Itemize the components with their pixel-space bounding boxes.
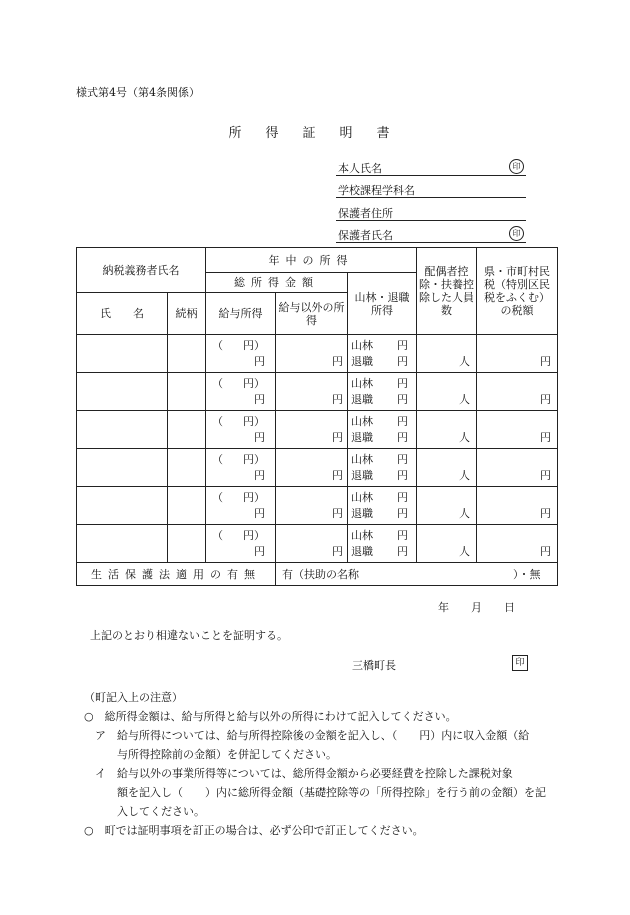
salary-unit: 円 [254, 507, 265, 520]
tax-amount-cell[interactable] [477, 487, 558, 525]
person-unit: 人 [459, 469, 471, 482]
retirement-label: 退職 [351, 469, 373, 482]
gross-amount-unit: 円） [243, 415, 265, 428]
forest-retirement-cell[interactable] [348, 411, 417, 449]
salary-unit: 円 [254, 355, 265, 368]
other-income-cell[interactable] [276, 449, 348, 487]
retirement-unit: 円 [397, 507, 409, 520]
certification-statement: 上記のとおり相違ないことを証明する。 [90, 629, 288, 642]
retirement-unit: 円 [397, 545, 409, 558]
form-number: 様式第4号（第4条関係） [76, 86, 200, 99]
salary-income-header: 給与所得 [206, 293, 276, 335]
salary-income-cell[interactable] [206, 487, 276, 525]
tax-amount-cell[interactable] [477, 373, 558, 411]
taxpayer-name-cell[interactable] [77, 525, 168, 563]
note-line: イ 給与以外の事業所得等については、総所得金額から必要経費を控除した課税対象 [84, 767, 513, 780]
forest-retirement-header: 山林・退職所得 [348, 273, 417, 335]
applicant-name-field[interactable] [336, 159, 526, 176]
retirement-label: 退職 [351, 545, 373, 558]
dependents-cell[interactable] [417, 373, 477, 411]
other-income-header: 給与以外の所得 [276, 293, 348, 335]
welfare-label: 生活保護法適用の有無 [77, 563, 276, 586]
income-rows [77, 335, 558, 563]
relation-cell[interactable] [168, 525, 206, 563]
retirement-label: 退職 [351, 355, 373, 368]
tax-unit: 円 [540, 469, 552, 482]
taxpayer-name-cell[interactable] [77, 487, 168, 525]
forest-unit: 円 [397, 529, 409, 542]
dependents-cell[interactable] [417, 449, 477, 487]
total-income-header: 総所得金額 [206, 273, 348, 293]
forest-label: 山林 [351, 491, 373, 504]
guardian-name-field[interactable] [336, 226, 526, 243]
forest-label: 山林 [351, 415, 373, 428]
other-unit: 円 [332, 545, 343, 558]
salary-income-cell[interactable] [206, 449, 276, 487]
notes-heading: （町記入上の注意） [84, 691, 183, 704]
person-unit: 人 [459, 507, 471, 520]
guardian-name-label: 保護者氏名 [338, 229, 393, 242]
other-income-cell[interactable] [276, 373, 348, 411]
seal-icon: 印 [509, 159, 524, 174]
taxpayer-name-header: 納税義務者氏名 [77, 248, 206, 293]
tax-amount-cell[interactable] [477, 449, 558, 487]
dependents-cell[interactable] [417, 525, 477, 563]
tax-unit: 円 [540, 507, 552, 520]
other-unit: 円 [332, 507, 343, 520]
table-row [77, 449, 558, 487]
retirement-label: 退職 [351, 431, 373, 444]
official-seal-icon: 印 [512, 655, 528, 671]
guardian-address-label: 保護者住所 [338, 207, 393, 220]
forest-label: 山林 [351, 529, 373, 542]
relation-cell[interactable] [168, 335, 206, 373]
salary-unit: 円 [254, 431, 265, 444]
forest-unit: 円 [397, 377, 409, 390]
gross-amount-unit: 円） [243, 339, 265, 352]
paren-open: （ [212, 491, 223, 504]
notes-section [84, 688, 546, 840]
taxpayer-name-cell[interactable] [77, 335, 168, 373]
retirement-unit: 円 [397, 355, 409, 368]
tax-amount-cell[interactable] [477, 525, 558, 563]
other-income-cell[interactable] [276, 487, 348, 525]
certification-date: 年 月 日 [438, 601, 515, 614]
salary-unit: 円 [254, 393, 265, 406]
gross-amount-unit: 円） [243, 529, 265, 542]
forest-label: 山林 [351, 453, 373, 466]
forest-retirement-cell[interactable] [348, 525, 417, 563]
table-row [77, 525, 558, 563]
annual-income-header: 年中の所得 [206, 248, 417, 273]
tax-amount-header: 県・市町村民税（特別区民税をふくむ）の税額 [477, 248, 558, 335]
person-unit: 人 [459, 355, 471, 368]
salary-unit: 円 [254, 545, 265, 558]
dependents-cell[interactable] [417, 335, 477, 373]
forest-unit: 円 [397, 339, 409, 352]
income-table [76, 247, 558, 586]
salary-income-cell[interactable] [206, 525, 276, 563]
paren-open: （ [212, 377, 223, 390]
other-unit: 円 [332, 355, 343, 368]
other-income-cell[interactable] [276, 335, 348, 373]
retirement-unit: 円 [397, 393, 409, 406]
school-course-field[interactable] [336, 181, 526, 198]
gross-amount-unit: 円） [243, 491, 265, 504]
school-course-label: 学校課程学科名 [338, 184, 415, 197]
relation-cell[interactable] [168, 411, 206, 449]
dependents-cell[interactable] [417, 411, 477, 449]
table-row [77, 335, 558, 373]
other-income-cell[interactable] [276, 411, 348, 449]
salary-income-cell[interactable] [206, 373, 276, 411]
page-title: 所得証明書 [228, 126, 414, 141]
forest-label: 山林 [351, 339, 373, 352]
forest-retirement-cell[interactable] [348, 373, 417, 411]
taxpayer-name-cell[interactable] [77, 449, 168, 487]
note-line: 与所得控除前の金額）を併記してください。 [84, 748, 337, 761]
person-unit: 人 [459, 393, 471, 406]
tax-unit: 円 [540, 355, 552, 368]
tax-amount-cell[interactable] [477, 411, 558, 449]
tax-unit: 円 [540, 393, 552, 406]
gross-amount-unit: 円） [243, 377, 265, 390]
forest-label: 山林 [351, 377, 373, 390]
mayor-title: 三橋町長 [352, 659, 396, 672]
note-line: ア 給与所得については、給与所得控除後の金額を記入し、（ 円）内に収入金額（給 [84, 729, 530, 742]
other-income-cell[interactable] [276, 525, 348, 563]
forest-retirement-cell[interactable] [348, 487, 417, 525]
forest-unit: 円 [397, 453, 409, 466]
table-row [77, 487, 558, 525]
tax-amount-cell[interactable] [477, 335, 558, 373]
relation-cell[interactable] [168, 373, 206, 411]
seal-icon: 印 [509, 226, 524, 241]
other-unit: 円 [332, 469, 343, 482]
retirement-label: 退職 [351, 393, 373, 406]
forest-retirement-cell[interactable] [348, 449, 417, 487]
other-unit: 円 [332, 431, 343, 444]
retirement-unit: 円 [397, 431, 409, 444]
salary-income-cell[interactable] [206, 411, 276, 449]
name-column-header: 氏 名 [77, 293, 168, 335]
retirement-unit: 円 [397, 469, 409, 482]
paren-open: （ [212, 529, 223, 542]
note-line: 入してください。 [84, 805, 205, 818]
forest-retirement-cell[interactable] [348, 335, 417, 373]
relation-column-header: 続柄 [168, 293, 206, 335]
welfare-value[interactable]: 有（扶助の名称 ）・無 [276, 563, 558, 586]
person-unit: 人 [459, 431, 471, 444]
other-unit: 円 [332, 393, 343, 406]
applicant-name-label: 本人氏名 [338, 162, 382, 175]
forest-unit: 円 [397, 415, 409, 428]
taxpayer-name-cell[interactable] [77, 373, 168, 411]
guardian-address-field[interactable] [336, 204, 526, 221]
paren-open: （ [212, 339, 223, 352]
taxpayer-name-cell[interactable] [77, 411, 168, 449]
salary-income-cell[interactable] [206, 335, 276, 373]
retirement-label: 退職 [351, 507, 373, 520]
dependents-cell[interactable] [417, 487, 477, 525]
salary-unit: 円 [254, 469, 265, 482]
table-row [77, 411, 558, 449]
spouse-deduction-header: 配偶者控除・扶養控除した人員数 [417, 248, 477, 335]
gross-amount-unit: 円） [243, 453, 265, 466]
note-line: 額を記入し（ ）内に総所得金額（基礎控除等の「所得控除」を行う前の金額）を記 [84, 786, 546, 799]
relation-cell[interactable] [168, 487, 206, 525]
forest-unit: 円 [397, 491, 409, 504]
note-line: ○ 町では証明事項を訂正の場合は、必ず公印で訂正してください。 [84, 824, 424, 837]
person-unit: 人 [459, 545, 471, 558]
note-line: ○ 総所得金額は、給与所得と給与以外の所得にわけて記入してください。 [84, 710, 457, 723]
tax-unit: 円 [540, 545, 552, 558]
tax-unit: 円 [540, 431, 552, 444]
table-row [77, 373, 558, 411]
paren-open: （ [212, 453, 223, 466]
paren-open: （ [212, 415, 223, 428]
relation-cell[interactable] [168, 449, 206, 487]
